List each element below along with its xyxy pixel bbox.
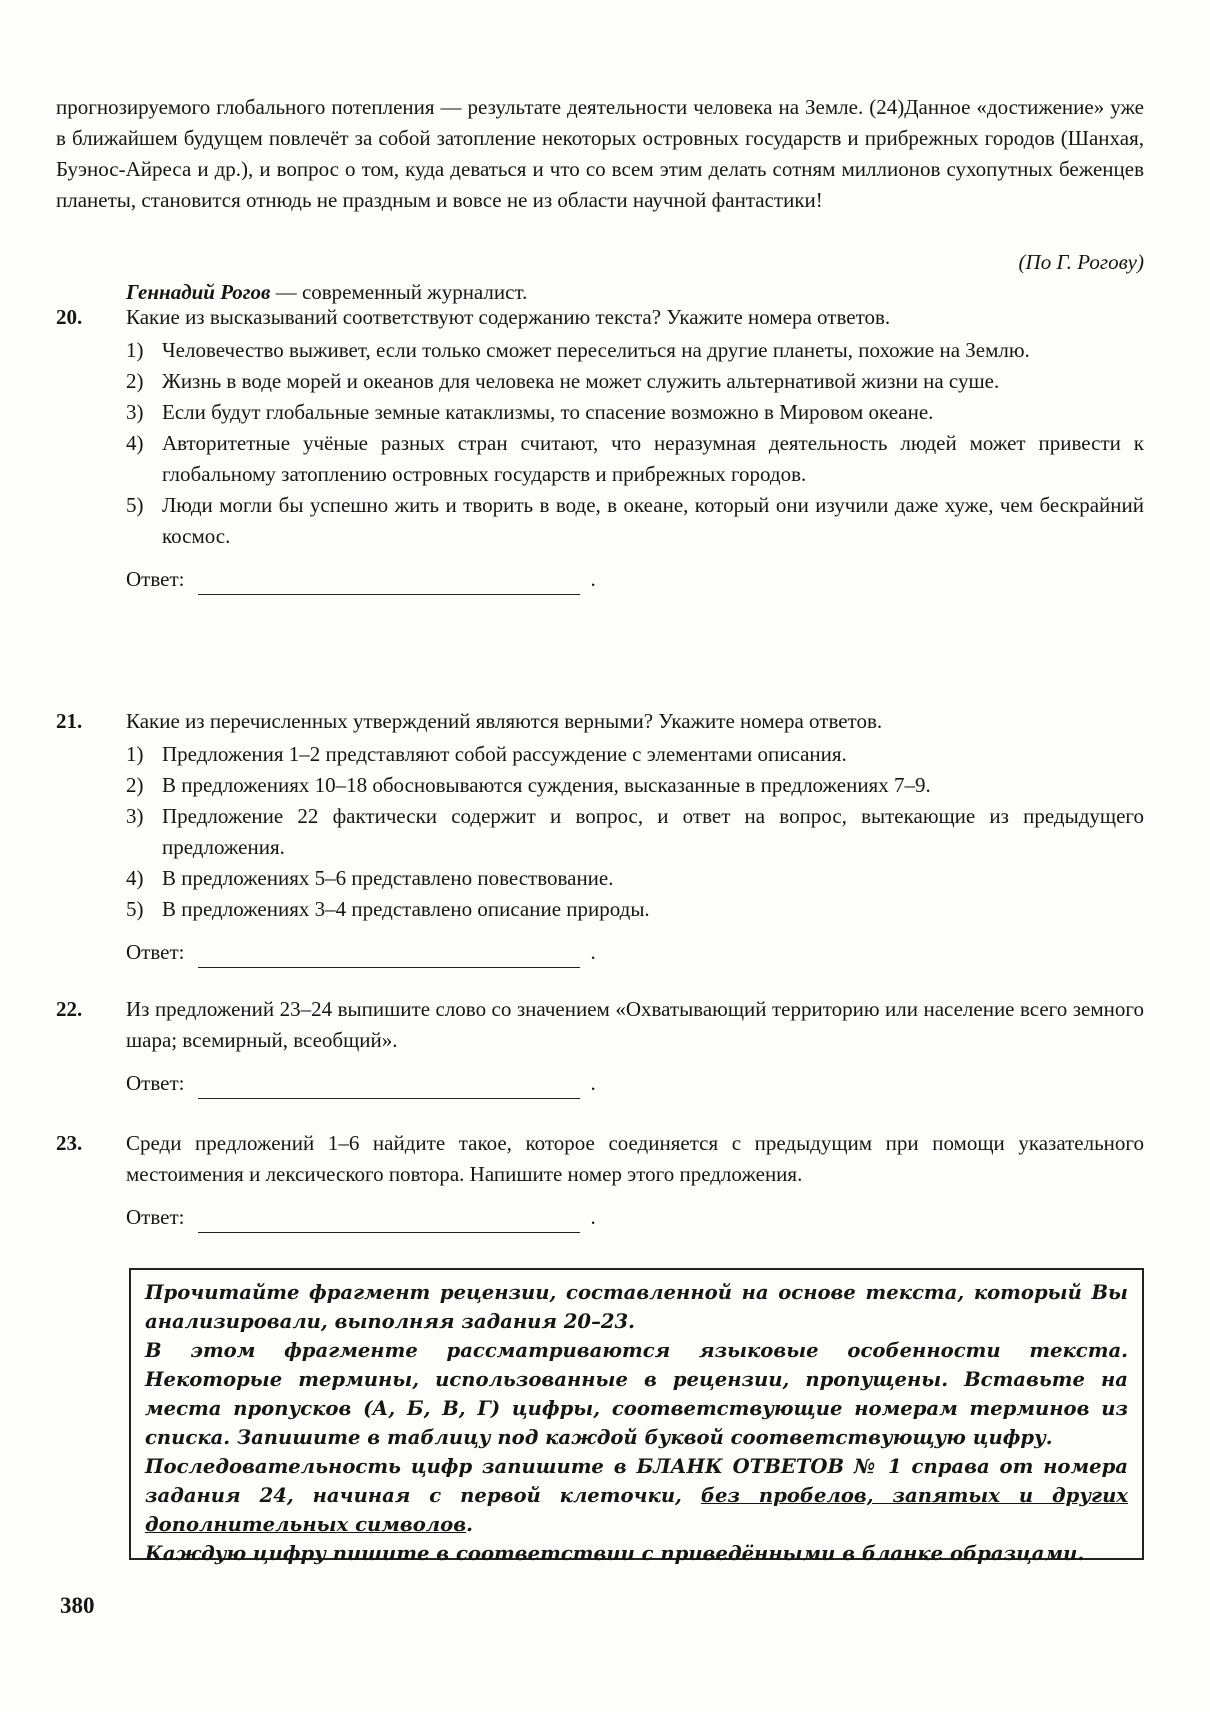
option-text: Предложение 22 фактически содержит и вопрос, и ответ на вопрос, вытекающие из предыдущего предложения. (162, 804, 1144, 859)
answer-field[interactable] (198, 1076, 580, 1099)
answer-field[interactable] (198, 1210, 580, 1233)
page-number: 380 (60, 1593, 95, 1618)
instructions-paragraph: Прочитайте фрагмент рецензии, составленной на основе текста, который Вы анализировали, выполняя задания 20–23. (145, 1281, 1128, 1333)
instructions-box (129, 1268, 1144, 1565)
option-text: Люди могли бы успешно жить и творить в воде, в океане, который они изучили даже хуже, чем бескрайний космос. (162, 493, 1144, 548)
option-item (126, 801, 1144, 863)
option-number: 5) (126, 897, 144, 921)
task-number: 23. (56, 1131, 83, 1155)
option-item (126, 490, 1144, 552)
task-22 (56, 994, 1144, 1099)
option-item (126, 770, 1144, 801)
answer-label: Ответ: (126, 1071, 185, 1095)
option-text: В предложениях 10–18 обосновываются суждения, высказанные в предложениях 7–9. (162, 773, 931, 797)
task-question: Какие из высказываний соответствуют содержанию текста? Укажите номера ответов. (126, 305, 891, 329)
instructions-paragraph: Каждую цифру пишите в соответствии с приведёнными в бланке образцами. (145, 1542, 1085, 1565)
answer-field[interactable] (198, 945, 580, 968)
option-number: 5) (126, 493, 144, 517)
option-text: В предложениях 3–4 представлено описание природы. (162, 897, 650, 921)
answer-period: . (590, 940, 596, 964)
answer-period: . (590, 1071, 596, 1095)
option-item (126, 366, 1144, 397)
option-text: В предложениях 5–6 представлено повествование. (162, 866, 614, 890)
task-question: Из предложений 23–24 выпишите слово со значением «Охватывающий территорию или население всего земного шара; всемирный, всеобщий». (126, 997, 1144, 1052)
instructions-paragraph (145, 1452, 1128, 1539)
task-number: 20. (56, 305, 83, 329)
answer-line (126, 564, 1144, 595)
option-number: 3) (126, 400, 144, 424)
option-text: Предложения 1–2 представляют собой рассуждение с элементами описания. (162, 742, 847, 766)
option-item (126, 863, 1144, 894)
option-number: 2) (126, 369, 144, 393)
answer-field[interactable] (198, 572, 580, 595)
option-text: Жизнь в воде морей и океанов для человека не может служить альтернативой жизни на суше. (162, 369, 1000, 393)
instructions-text-end: . (466, 1513, 473, 1536)
answer-options (126, 335, 1144, 552)
answer-line (126, 1068, 1144, 1099)
instructions-text: Последовательность цифр запишите в БЛАНК ОТВЕТОВ № 1 справа от номера задания 24, начиная с первой клеточки, (145, 1455, 1128, 1507)
answer-label: Ответ: (126, 567, 185, 591)
option-number: 3) (126, 804, 144, 828)
option-number: 2) (126, 773, 144, 797)
option-item (126, 894, 1144, 925)
answer-label: Ответ: (126, 940, 185, 964)
author-description: — современный журналист. (275, 280, 528, 304)
task-number: 22. (56, 997, 83, 1021)
task-number: 21. (56, 709, 83, 733)
option-number: 1) (126, 338, 144, 362)
instructions-paragraph: В этом фрагменте рассматриваются языковые особенности текста. Некоторые термины, использованные в рецензии, пропущены. Вставьте на места пропусков (А, Б, В, Г) цифры, соответствующие номерам терминов из списка. Запишите в таблицу под каждой буквой соответствующую цифру. (145, 1339, 1128, 1449)
answer-period: . (590, 1205, 596, 1229)
intro-text (56, 92, 1144, 216)
instructions-underlined: без пробелов, запятых и других дополнительных символов (145, 1484, 1129, 1536)
option-number: 4) (126, 866, 144, 890)
task-question: Какие из перечисленных утверждений являются верными? Укажите номера ответов. (126, 709, 883, 733)
answer-options (126, 739, 1144, 925)
answer-line (126, 1202, 1144, 1233)
answer-label: Ответ: (126, 1205, 185, 1229)
option-text: Авторитетные учёные разных стран считают, что неразумная деятельность людей может привести к глобальному затоплению островных государств и прибрежных городов. (162, 431, 1144, 486)
option-item (126, 335, 1144, 366)
task-23 (56, 1128, 1144, 1233)
answer-period: . (590, 567, 596, 591)
task-20 (56, 302, 1144, 595)
task-question: Среди предложений 1–6 найдите такое, которое соединяется с предыдущим при помощи указательного местоимения и лексического повтора. Напишите номер этого предложения. (126, 1131, 1144, 1186)
option-item (126, 428, 1144, 490)
option-text: Человечество выживет, если только сможет переселиться на другие планеты, похожие на Землю. (162, 338, 1030, 362)
option-number: 4) (126, 431, 144, 455)
intro-paragraph: прогнозируемого глобального потепления — результате деятельности человека на Земле. (24)Данное «достижение» уже в ближайшем будущем повлечёт за собой затопление некоторых островных государств и прибрежных городов (Шанхая, Буэнос-Айреса и др.), и вопрос о том, куда деваться и что со всем этим делать сотням миллионов сухопутных беженцев планеты, становится отнюдь не праздным и вовсе не из области научной фантастики! (56, 95, 1144, 212)
option-item (126, 739, 1144, 770)
option-item (126, 397, 1144, 428)
source-attribution: (По Г. Рогову) (1018, 250, 1144, 274)
option-text: Если будут глобальные земные катаклизмы, то спасение возможно в Мировом океане. (162, 400, 934, 424)
option-number: 1) (126, 742, 144, 766)
answer-line (126, 937, 1144, 968)
task-21 (56, 706, 1144, 968)
author-name: Геннадий Рогов (126, 280, 271, 304)
